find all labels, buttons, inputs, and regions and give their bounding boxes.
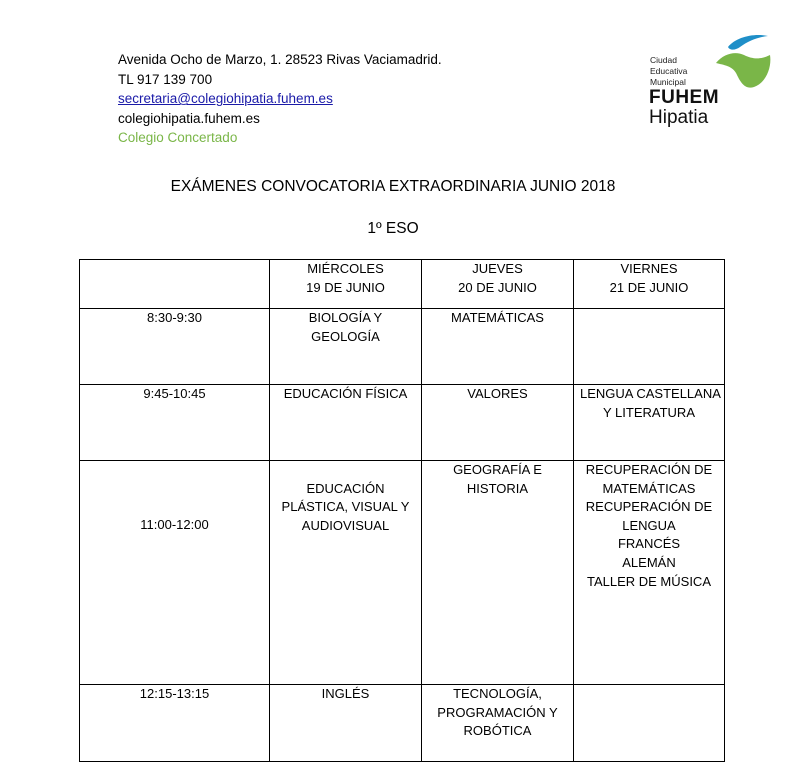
exam-line: LENGUA (622, 517, 676, 533)
exam-line: AUDIOVISUAL (301, 517, 390, 533)
exam-line: LENGUA CASTELLANA (580, 386, 721, 401)
empty-cell (574, 685, 725, 762)
exam-cell (422, 309, 574, 385)
time-cell: 12:15-13:15 (80, 685, 270, 762)
table-row (80, 309, 725, 385)
website-text: colegiohipatia.fuhem.es (118, 110, 260, 126)
day-header-cell (422, 260, 574, 309)
school-type-text: Colegio Concertado (118, 130, 238, 146)
exam-cell (422, 385, 574, 461)
exam-cell (270, 461, 422, 685)
exam-cell (270, 385, 422, 461)
email-link[interactable]: secretaria@colegiohipatia.fuhem.es (118, 91, 333, 107)
logo-brand: FUHEM (649, 87, 720, 108)
exam-line: RECUPERACIÓN DE (585, 499, 713, 515)
document-title: EXÁMENES CONVOCATORIA EXTRAORDINARIA JUNIO 2018 (170, 178, 616, 195)
day-date: 20 DE JUNIO (458, 279, 537, 295)
exam-cell (270, 309, 422, 385)
day-header-cell (574, 260, 725, 309)
exam-cell (422, 685, 574, 762)
corner-cell (80, 260, 270, 309)
exam-line: GEOLOGÍA (311, 328, 380, 344)
exam-line: INGLÉS (321, 686, 370, 701)
exam-line: Y LITERATURA (603, 404, 695, 420)
logo-name: Hipatia (649, 107, 709, 128)
logo-mark-icon (714, 33, 772, 89)
table-row (80, 461, 725, 685)
phone-text: TL 917 139 700 (118, 71, 213, 87)
exam-line: EDUCACIÓN (306, 480, 385, 496)
exam-cell (270, 685, 422, 762)
exam-line: PLÁSTICA, VISUAL Y (281, 499, 410, 515)
table-row (80, 385, 725, 461)
day-header-cell (270, 260, 422, 309)
table-row (80, 685, 725, 762)
time-cell: 9:45-10:45 (80, 385, 270, 461)
time-cell: 8:30-9:30 (80, 309, 270, 385)
day-date: 19 DE JUNIO (306, 279, 385, 295)
exam-line: EDUCACIÓN FÍSICA (283, 386, 408, 401)
exam-line: RECUPERACIÓN DE (585, 462, 713, 477)
exam-line (276, 461, 415, 480)
exam-line: ROBÓTICA (463, 723, 532, 739)
exam-line: BIOLOGÍA Y (308, 310, 383, 325)
hipatia-logo (648, 33, 773, 133)
exam-line: PROGRAMACIÓN Y (437, 704, 558, 720)
logo-line-municipal: Municipal (650, 77, 686, 87)
exam-schedule-table (79, 259, 725, 762)
exam-line: MATEMÁTICAS (451, 310, 544, 325)
empty-cell (574, 309, 725, 385)
day-name: JUEVES (472, 261, 523, 276)
document-subtitle: 1º ESO (367, 220, 419, 237)
exam-line: HISTORIA (466, 480, 529, 496)
day-date: 21 DE JUNIO (609, 279, 689, 295)
exam-line: ALEMÁN (622, 554, 676, 570)
day-name: MIÉRCOLES (307, 261, 384, 276)
address-text: Avenida Ocho de Marzo, 1. 28523 Rivas Vaciamadrid. (118, 52, 442, 67)
exam-cell (574, 385, 725, 461)
exam-line: TECNOLOGÍA, (453, 686, 542, 701)
exam-line: TALLER DE MÚSICA (586, 573, 711, 589)
exam-line: GEOGRAFÍA E (453, 462, 542, 477)
exam-line: VALORES (467, 386, 528, 401)
table-header-row (80, 260, 725, 309)
day-name: VIERNES (620, 261, 678, 276)
logo-line-ciudad: Ciudad (650, 55, 677, 65)
logo-line-educativa: Educativa (650, 66, 688, 76)
exam-cell (574, 461, 725, 685)
exam-line: MATEMÁTICAS (602, 480, 696, 496)
exam-cell (422, 461, 574, 685)
contact-block (118, 50, 442, 148)
exam-line: FRANCÉS (617, 536, 681, 552)
time-cell: 11:00-12:00 (80, 461, 270, 685)
